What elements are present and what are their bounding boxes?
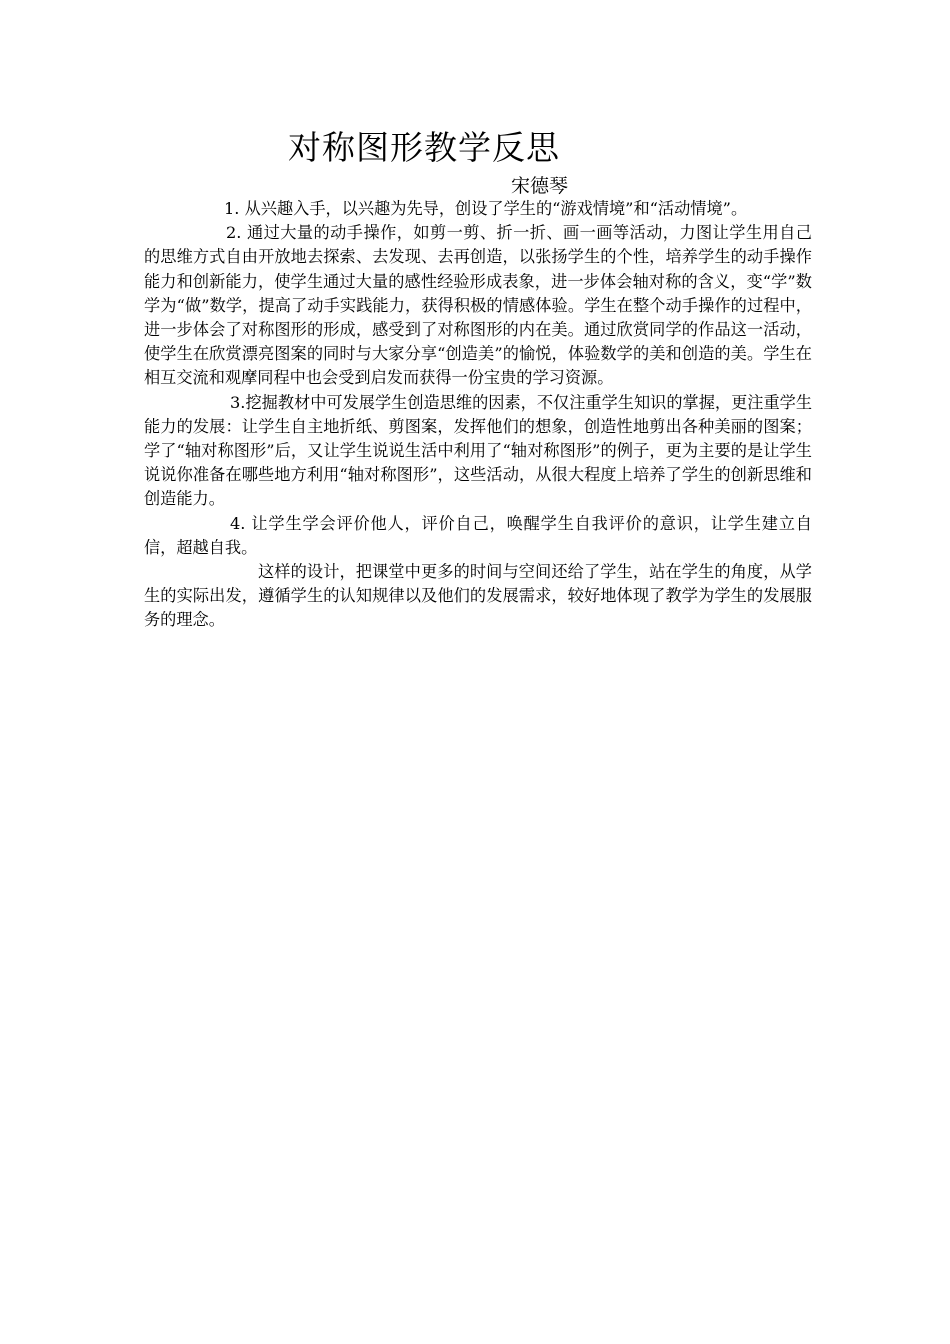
paragraph-3: 3.挖掘教材中可发展学生创造思维的因素，不仅注重学生知识的掌握，更注重学生能力的发展：让学生自主地折纸、剪图案，发挥他们的想象，创造性地剪出各种美丽的图案；学了“轴对称图形”后，又让学生说说生活中利用了“轴对称图形”的例子，更为主要的是让学生说说你准备在哪些地方利用“轴对称图形”，这些活动，从很大程度上培养了学生的创新思维和创造能力。 bbox=[144, 392, 813, 509]
paragraph-5: 这样的设计，把课堂中更多的时间与空间还给了学生，站在学生的角度，从学生的实际出发，遵循学生的认知规律以及他们的发展需求，较好地体现了教学为学生的发展服务的理念。 bbox=[144, 562, 812, 630]
document-title: 对称图形教学反思 bbox=[288, 128, 560, 167]
document-body bbox=[144, 197, 812, 633]
paragraph-2: 2. 通过大量的动手操作，如剪一剪、折一折、画一画等活动，力图让学生用自己的思维方式自由开放地去探索、去发现、去再创造，以张扬学生的个性，培养学生的动手操作能力和创新能力，使学生通过大量的感性经验形成表象，进一步体会轴对称的含义，变“学”数学为“做”数学，提高了动手实践能力，获得积极的情感体验。学生在整个动手操作的过程中，进一步体会了对称图形的形成，感受到了对称图形的内在美。通过欣赏同学的作品这一活动，使学生在欣赏漂亮图案的同时与大家分享“创造美”的愉悦，体验数学的美和创造的美。学生在相互交流和观摩同程中也会受到启发而获得一份宝贵的学习资源。 bbox=[144, 223, 812, 388]
paragraph-1: 1. 从兴趣入手，以兴趣为先导，创设了学生的“游戏情境”和“活动情境”。 bbox=[224, 199, 748, 218]
paragraph-4: 4. 让学生学会评价他人，评价自己，唤醒学生自我评价的意识，让学生建立自信，超越自我。 bbox=[144, 513, 812, 557]
document-author: 宋德琴 bbox=[511, 175, 569, 197]
